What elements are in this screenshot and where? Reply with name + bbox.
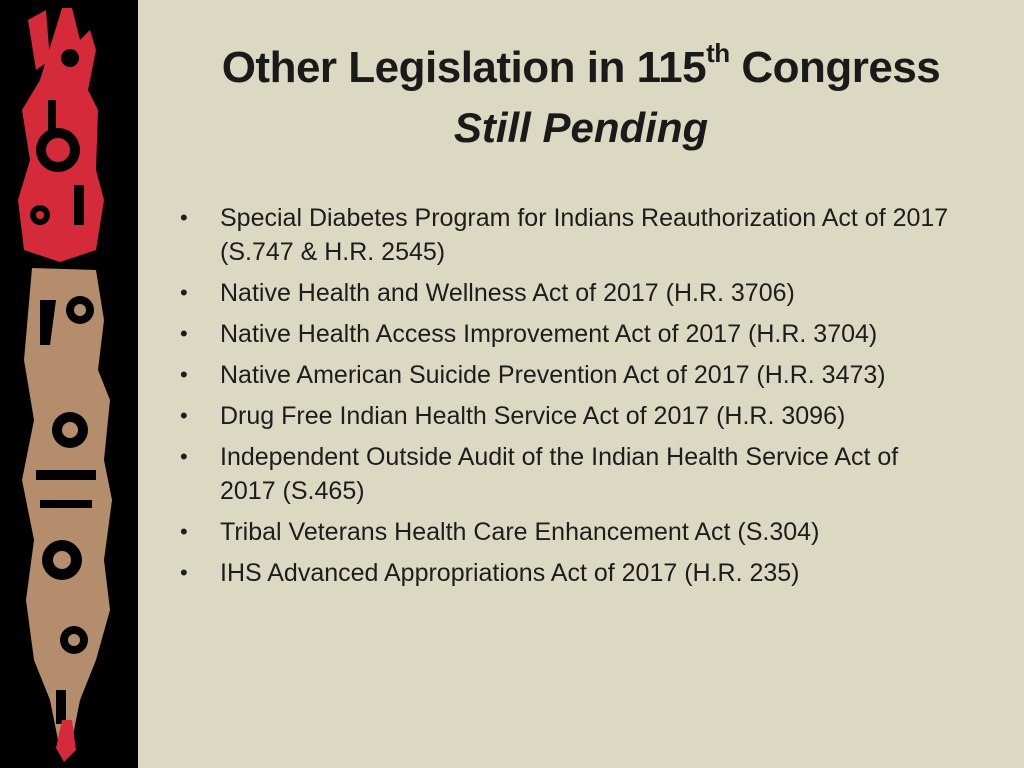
bullet-icon: •	[180, 280, 188, 305]
list-item-text: Drug Free Indian Health Service Act of 2017 (H.R. 3096)	[220, 402, 846, 430]
bullet-icon: •	[180, 321, 188, 346]
slide-subtitle: Still Pending	[453, 104, 709, 151]
totem-illustration	[0, 0, 138, 768]
list-item-text: Special Diabetes Program for Indians Reauthorization Act of 2017 (S.747 & H.R. 2545)	[220, 204, 949, 266]
list-item-text: Tribal Veterans Health Care Enhancement Act (S.304)	[220, 518, 820, 546]
bullet-icon: •	[180, 560, 188, 585]
list-item	[180, 399, 960, 433]
legislation-list	[180, 201, 960, 597]
bullet-icon: •	[180, 444, 188, 469]
list-item	[180, 201, 960, 269]
list-item	[180, 317, 960, 351]
list-item-text: Native American Suicide Prevention Act of 2017 (H.R. 3473)	[220, 361, 886, 389]
list-item-text: Native Health Access Improvement Act of 2017 (H.R. 3704)	[220, 320, 878, 348]
list-item	[180, 440, 960, 508]
list-item	[180, 556, 960, 590]
list-item	[180, 276, 960, 310]
bullet-icon: •	[180, 519, 188, 544]
title-main-line	[138, 38, 1024, 98]
totem-art-panel	[0, 0, 138, 768]
bullet-icon: •	[180, 205, 188, 230]
title-tail-text: Congress	[729, 43, 941, 92]
list-item	[180, 515, 960, 549]
list-item-text: Independent Outside Audit of the Indian Health Service Act of 2017 (S.465)	[220, 443, 899, 505]
list-item-text: IHS Advanced Appropriations Act of 2017 (H.R. 235)	[220, 559, 800, 587]
title-superscript: th	[706, 38, 730, 69]
title-main-text: Other Legislation in 115	[221, 43, 707, 92]
list-item	[180, 358, 960, 392]
bullet-icon: •	[180, 403, 188, 428]
list-item-text: Native Health and Wellness Act of 2017 (H.R. 3706)	[220, 279, 795, 307]
slide-title	[138, 38, 1024, 158]
bullet-icon: •	[180, 362, 188, 387]
